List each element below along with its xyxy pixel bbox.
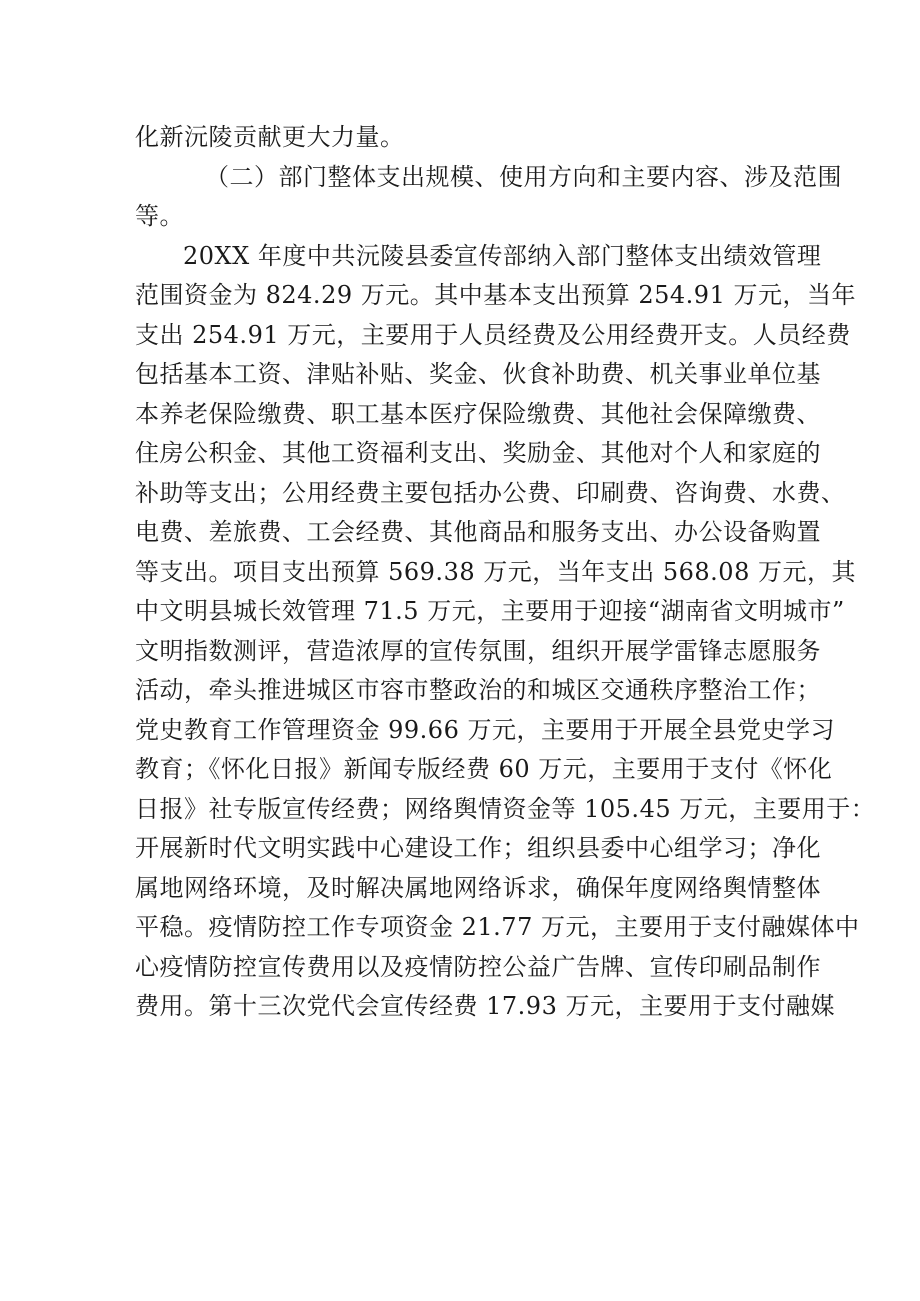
paragraph-2-line: 党史教育工作管理资金 99.66 万元，主要用于开展全县党史学习 <box>135 715 835 744</box>
paragraph-2-line: 包括基本工资、津贴补贴、奖金、伙食补助费、机关事业单位基 <box>135 360 821 388</box>
paragraph-2-line: 本养老保险缴费、职工基本医疗保险缴费、其他社会保障缴费、 <box>135 399 821 428</box>
paragraph-2-line: 日报》社专版宣传经费；网络舆情资金等 105.45 万元，主要用于： <box>135 794 876 823</box>
section-heading-line: 等。 <box>135 202 184 230</box>
paragraph-2-line: 20XX 年度中共沅陵县委宣传部纳入部门整体支出绩效管理 <box>183 241 822 270</box>
paragraph-2-line: 教育；《怀化日报》新闻专版经费 60 万元，主要用于支付《怀化 <box>135 755 833 783</box>
paragraph-2-line: 住房公积金、其他工资福利支出、奖励金、其他对个人和家庭的 <box>135 439 821 467</box>
section-heading-line: （二）部门整体支出规模、使用方向和主要内容、涉及范围 <box>205 162 842 191</box>
paragraph-2-line: 开展新时代文明实践中心建设工作；组织县委中心组学习；净化 <box>135 834 821 862</box>
paragraph-2-line: 范围资金为 824.29 万元。其中基本支出预算 254.91 万元，当年 <box>135 281 856 309</box>
paragraph-2-line: 等支出。项目支出预算 569.38 万元，当年支出 568.08 万元，其 <box>135 557 856 586</box>
paragraph-2-line: 电费、差旅费、工会经费、其他商品和服务支出、办公设备购置 <box>135 518 821 546</box>
paragraph-2-line: 心疫情防控宣传费用以及疫情防控公益广告牌、宣传印刷品制作 <box>135 952 821 981</box>
paragraph-2-line: 活动，牵头推进城区市容市整政治的和城区交通秩序整治工作； <box>135 676 821 704</box>
paragraph-2-line: 中文明县城长效管理 71.5 万元，主要用于迎接“湖南省文明城市” <box>135 597 845 625</box>
paragraph-2-line: 补助等支出；公用经费主要包括办公费、印刷费、咨询费、水费、 <box>135 478 846 507</box>
paragraph-2-line: 文明指数测评，营造浓厚的宣传氛围，组织开展学雷锋志愿服务 <box>135 636 821 665</box>
document-body <box>135 118 876 1027</box>
paragraph-2-line: 支出 254.91 万元，主要用于人员经费及公用经费开支。人员经费 <box>135 320 851 349</box>
paragraph-2-line: 平稳。疫情防控工作专项资金 21.77 万元，主要用于支付融媒体中 <box>135 913 860 941</box>
paragraph-2-line: 属地网络环境，及时解决属地网络诉求，确保年度网络舆情整体 <box>135 873 821 902</box>
paragraph-2-line: 费用。第十三次党代会宣传经费 17.93 万元，主要用于支付融媒 <box>135 992 835 1020</box>
paragraph-1-line: 化新沅陵贡献更大力量。 <box>135 123 405 151</box>
